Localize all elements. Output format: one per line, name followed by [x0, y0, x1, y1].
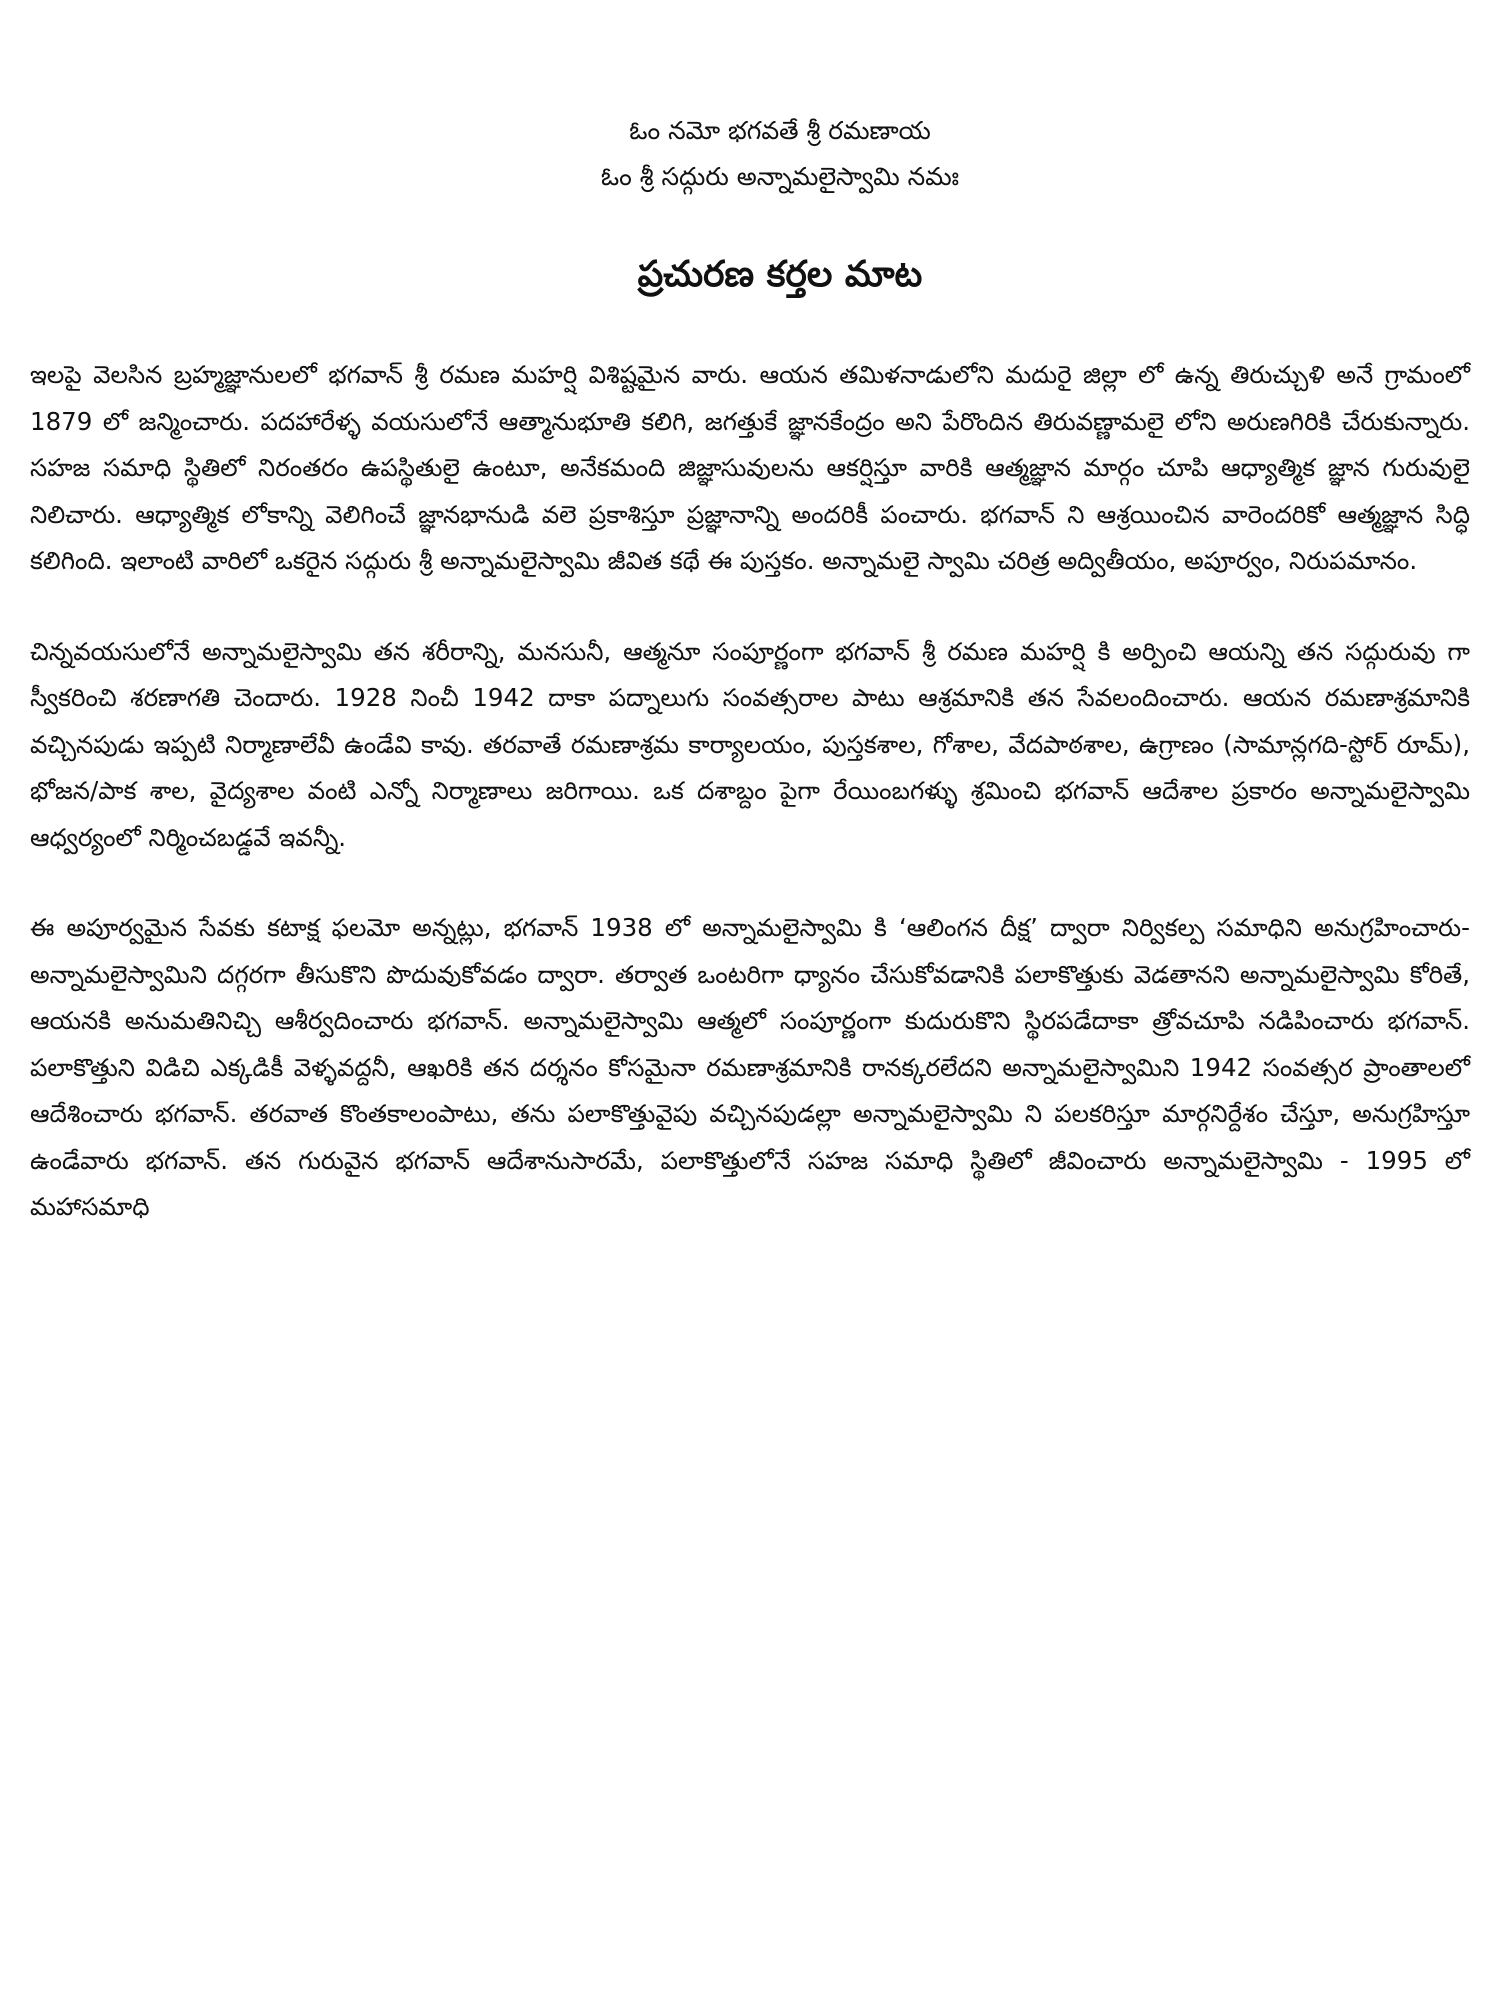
paragraph-1: ఇలపై వెలసిన బ్రహ్మజ్ఞానులలో భగవాన్ శ్రీ రమణ మహర్షి విశిష్టమైన వారు. ఆయన తమిళనాడులోని మదురై జిల్లా లో ఉన్న తిరుచ్చుళి అనే గ్రామంలో 1879 లో జన్మించారు. పదహారేళ్ళ వయసులోనే ఆత్మానుభూతి కలిగి, జగత్తుకే జ్ఞానకేంద్రం అని పేరొందిన తిరువణ్ణామలై లోని అరుణగిరికి చేరుకున్నారు. సహజ సమాధి స్థితిలో నిరంతరం ఉపస్థితులై ఉంటూ, అనేకమంది జిజ్ఞాసువులను ఆకర్షిస్తూ వారికి ఆత్మజ్ఞాన మార్గం చూపి ఆధ్యాత్మిక జ్ఞాన గురువులై నిలిచారు. ఆధ్యాత్మిక లోకాన్ని వెలిగించే జ్ఞానభానుడి వలె ప్రకాశిస్తూ ప్రజ్ఞానాన్ని అందరికీ పంచారు. భగవాన్ ని ఆశ్రయించిన వారెందరికో ఆత్మజ్ఞాన సిద్ధి కలిగింది. ఇలాంటి వారిలో ఒకరైన సద్గురు శ్రీ అన్నామలైస్వామి జీవిత కథే ఈ పుస్తకం. అన్నామలై స్వామి చరిత్ర అద్వితీయం, అపూర్వం, నిరుపమానం.: [30, 360, 1470, 575]
page-title: ప్రచురణ కర్తల మాట: [637, 254, 923, 295]
paragraph-2: చిన్నవయసులోనే అన్నామలైస్వామి తన శరీరాన్ని, మనసునీ, ఆత్మనూ సంపూర్ణంగా భగవాన్ శ్రీ రమణ మహర్షి కి అర్పించి ఆయన్ని తన సద్గురువు గా స్వీకరించి శరణాగతి చెందారు. 1928 నించీ 1942 దాకా పద్నాలుగు సంవత్సరాల పాటు ఆశ్రమానికి తన సేవలందించారు. ఆయన రమణాశ్రమానికి వచ్చినపుడు ఇప్పటి నిర్మాణాలేవీ ఉండేవి కావు. తరవాతే రమణాశ్రమ కార్యాలయం, పుస్తకశాల, గోశాల, వేదపాఠశాల, ఉగ్రాణం (సామాన్లగది-స్టోర్ రూమ్), భోజన/పాక శాల, వైద్యశాల వంటి ఎన్నో నిర్మాణాలు జరిగాయి. ఒక దశాబ్దం పైగా రేయింబగళ్ళు శ్రమించి భగవాన్ ఆదేశాల ప్రకారం అన్నామలైస్వామి ఆధ్వర్యంలో నిర్మించబడ్డవే ఇవన్నీ.: [30, 636, 1470, 852]
invocation-line-1: ఓం నమో భగవతే శ్రీ రమణాయ: [629, 116, 931, 145]
paragraph-3: ఈ అపూర్వమైన సేవకు కటాక్ష ఫలమో అన్నట్లు, భగవాన్ 1938 లో అన్నామలైస్వామి కి ‘ఆలింగన దీక్ష’ ద్వారా నిర్వికల్ప సమాధిని అనుగ్రహించారు- అన్నామలైస్వామిని దగ్గరగా తీసుకొని పొదువుకోవడం ద్వారా. తర్వాత ఒంటరిగా ధ్యానం చేసుకోవడానికి పలాకొత్తుకు వెడతానని అన్నామలైస్వామి కోరితే, ఆయనకి అనుమతినిచ్చి ఆశీర్వదించారు భగవాన్. అన్నామలైస్వామి ఆత్మలో సంపూర్ణంగా కుదురుకొని స్థిరపడేదాకా త్రోవచూపి నడిపించారు భగవాన్. పలాకొత్తుని విడిచి ఎక్కడికీ వెళ్ళవద్దనీ, ఆఖరికి తన దర్శనం కోసమైనా రమణాశ్రమానికి రానక్కరలేదని అన్నామలైస్వామిని 1942 సంవత్సర ప్రాంతాలలో ఆదేశించారు భగవాన్. తరవాత కొంతకాలంపాటు, తను పలాకొత్తువైపు వచ్చినపుడల్లా అన్నామలైస్వామి ని పలకరిస్తూ మార్గనిర్దేశం చేస్తూ, అనుగ్రహిస్తూ ఉండేవారు భగవాన్. తన గురువైన భగవాన్ ఆదేశానుసారమే, పలాకొత్తులోనే సహజ సమాధి స్థితిలో జీవించారు అన్నామలైస్వామి - 1995 లో మహాసమాధి: [30, 913, 1470, 1221]
invocation-line-2: ఓం శ్రీ సద్గురు అన్నామలైస్వామి నమః: [600, 162, 960, 191]
